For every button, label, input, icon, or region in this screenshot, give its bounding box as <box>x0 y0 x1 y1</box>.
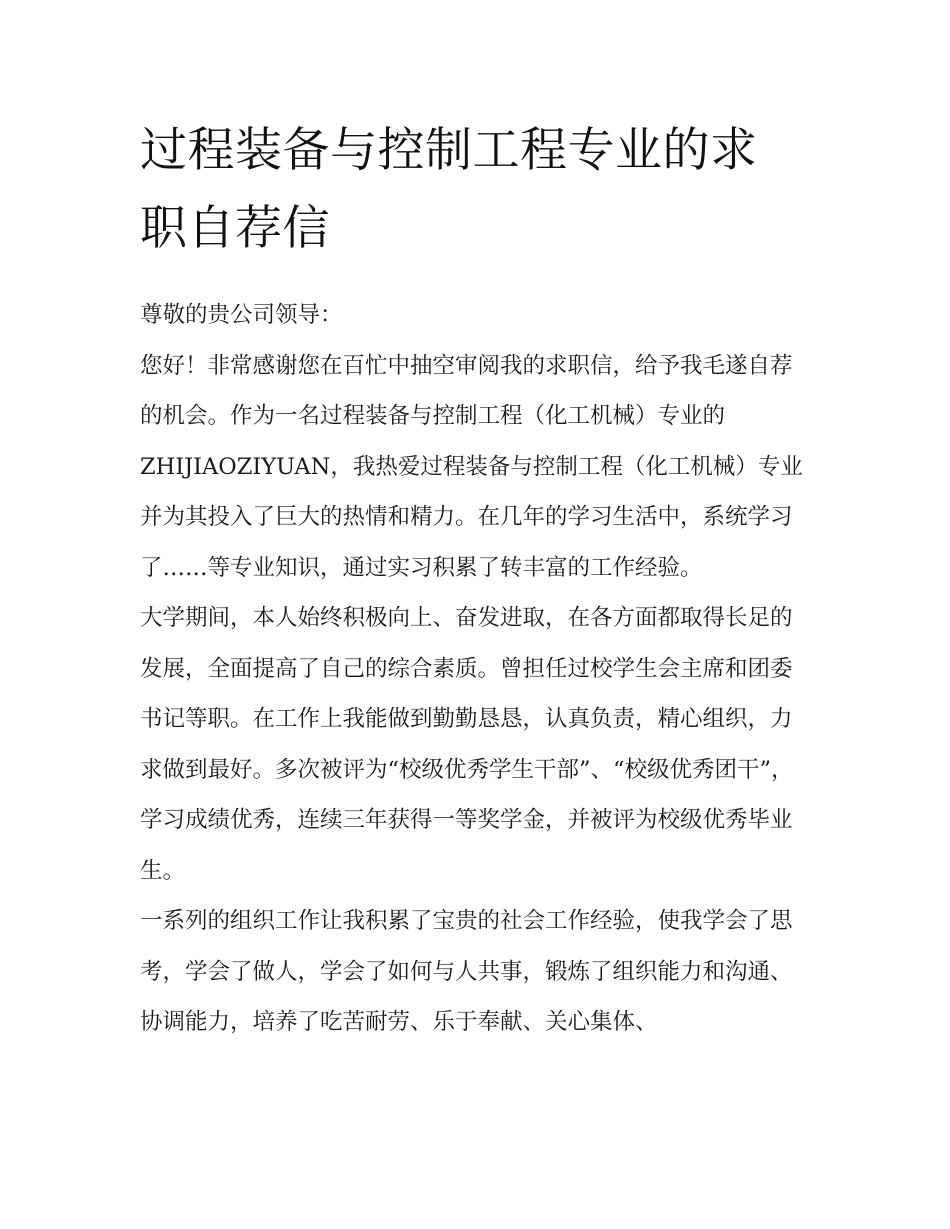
paragraph-greeting: 您好！非常感谢您在百忙中抽空审阅我的求职信，给予我毛遂自荐的机会。作为一名过程装备与控制工程（化工机械）专业的ZHIJIAOZIYUAN，我热爱过程装备与控制工程（化工机械）专业并为其投入了巨大的热情和精力。在几年的学习生活中，系统学习了……等专业知识，通过实习积累了转丰富的工作经验。 <box>140 352 803 581</box>
paragraph-experience: 一系列的组织工作让我积累了宝贵的社会工作经验，使我学会了思考，学会了做人，学会了如何与人共事，锻炼了组织能力和沟通、协调能力，培养了吃苦耐劳、乐于奉献、关心集体、 <box>140 908 793 1035</box>
salutation: 尊敬的贵公司领导： <box>140 302 343 328</box>
document-body <box>140 290 812 1048</box>
paragraph-university: 大学期间，本人始终积极向上、奋发进取，在各方面都取得长足的发展，全面提高了自己的综合素质。曾担任过校学生会主席和团委书记等职。在工作上我能做到勤勤恳恳，认真负责，精心组织，力求做到最好。多次被评为“校级优秀学生干部”、“校级优秀团干”，学习成绩优秀，连续三年获得一等奖学金，并被评为校级优秀毕业生。 <box>140 605 794 884</box>
document-title: 过程装备与控制工程专业的求职自荐信 <box>140 123 758 256</box>
